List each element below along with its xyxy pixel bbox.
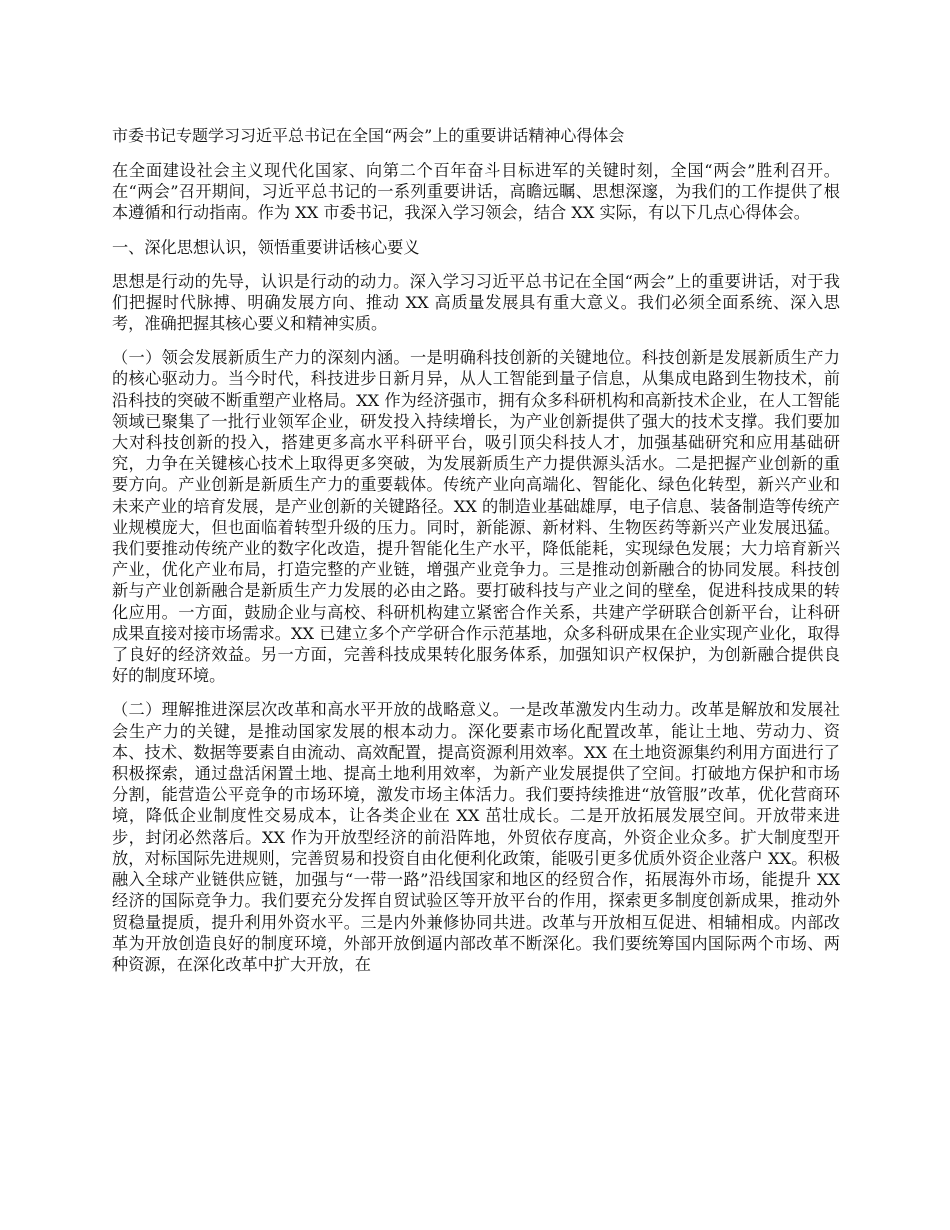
document-page — [112, 124, 840, 988]
section-heading: 一、深化思想认识，领悟重要讲话核心要义 — [112, 237, 420, 257]
section-paragraph: 思想是行动的先导，认识是行动的动力。深入学习习近平总书记在全国“两会”上的重要讲话，对于我们把握时代脉搏、明确发展方向、推动 XX 高质量发展具有重大意义。我们必须全面系统、深入思考，准确把握其核心要义和精神实质。 — [112, 271, 840, 334]
subsection-one-paragraph: （一）领会发展新质生产力的深刻内涵。一是明确科技创新的关键地位。科技创新是发展新质生产力的核心驱动力。当今时代，科技进步日新月异，从人工智能到量子信息，从集成电路到生物技术，前沿科技的突破不断重塑产业格局。XX 作为经济强市，拥有众多科研机构和高新技术企业，在人工智能领域已聚集了一批行业领军企业，研发投入持续增长，为产业创新提供了强大的技术支撑。我们要加大对科技创新的投入，搭建更多高水平科研平台，吸引顶尖科技人才，加强基础研究和应用基础研究，力争在关键核心技术上取得更多突破，为发展新质生产力提供源头活水。二是把握产业创新的重要方向。产业创新是新质生产力的重要载体。传统产业向高端化、智能化、绿色化转型，新兴产业和未来产业的培育发展，是产业创新的关键路径。XX 的制造业基础雄厚，电子信息、装备制造等传统产业规模庞大，但也面临着转型升级的压力。同时，新能源、新材料、生物医药等新兴产业发展迅猛。我们要推动传统产业的数字化改造，提升智能化生产水平，降低能耗，实现绿色发展；大力培育新兴产业，优化产业布局，打造完整的产业链，增强产业竞争力。三是推动创新融合的协同发展。科技创新与产业创新融合是新质生产力发展的必由之路。要打破科技与产业之间的壁垒，促进科技成果的转化应用。一方面，鼓励企业与高校、科研机构建立紧密合作关系，共建产学研联合创新平台，让科研成果直接对接市场需求。XX 已建立多个产学研合作示范基地，众多科研成果在企业实现产业化，取得了良好的经济效益。另一方面，完善科技成果转化服务体系，加强知识产权保护，为创新融合提供良好的制度环境。 — [112, 348, 840, 686]
intro-paragraph: 在全面建设社会主义现代化国家、向第二个百年奋斗目标进军的关键时刻，全国“两会”胜利召开。在“两会”召开期间，习近平总书记的一系列重要讲话，高瞻远瞩、思想深邃，为我们的工作提供了根本遵循和行动指南。作为 XX 市委书记，我深入学习领会，结合 XX 实际，有以下几点心得体会。 — [112, 161, 840, 223]
subsection-two-paragraph: （二）理解推进深层次改革和高水平开放的战略意义。一是改革激发内生动力。改革是解放和发展社会生产力的关键，是推动国家发展的根本动力。深化要素市场化配置改革，能让土地、劳动力、资本、技术、数据等要素自由流动、高效配置，提高资源利用效率。XX 在土地资源集约利用方面进行了积极探索，通过盘活闲置土地、提高土地利用效率，为新产业发展提供了空间。打破地方保护和市场分割，能营造公平竞争的市场环境，激发市场主体活力。我们要持续推进“放管服”改革，优化营商环境，降低企业制度性交易成本，让各类企业在 XX 茁壮成长。二是开放拓展发展空间。开放带来进步，封闭必然落后。XX 作为开放型经济的前沿阵地，外贸依存度高，外资企业众多。扩大制度型开放，对标国际先进规则，完善贸易和投资自由化便利化政策，能吸引更多优质外资企业落户 XX。积极融入全球产业链供应链，加强与“一带一路”沿线国家和地区的经贸合作，拓展海外市场，能提升 XX 经济的国际竞争力。我们要充分发挥自贸试验区等开放平台的作用，探索更多制度创新成果，推动外贸稳量提质，提升利用外资水平。三是内外兼修协同共进。改革与开放相互促进、相辅相成。内部改革为开放创造良好的制度环境，外部开放倒逼内部改革不断深化。我们要统筹国内国际两个市场、两种资源，在深化改革中扩大开放，在 — [112, 700, 840, 974]
document-title: 市委书记专题学习习近平总书记在全国“两会”上的重要讲话精神心得体会 — [112, 126, 625, 145]
